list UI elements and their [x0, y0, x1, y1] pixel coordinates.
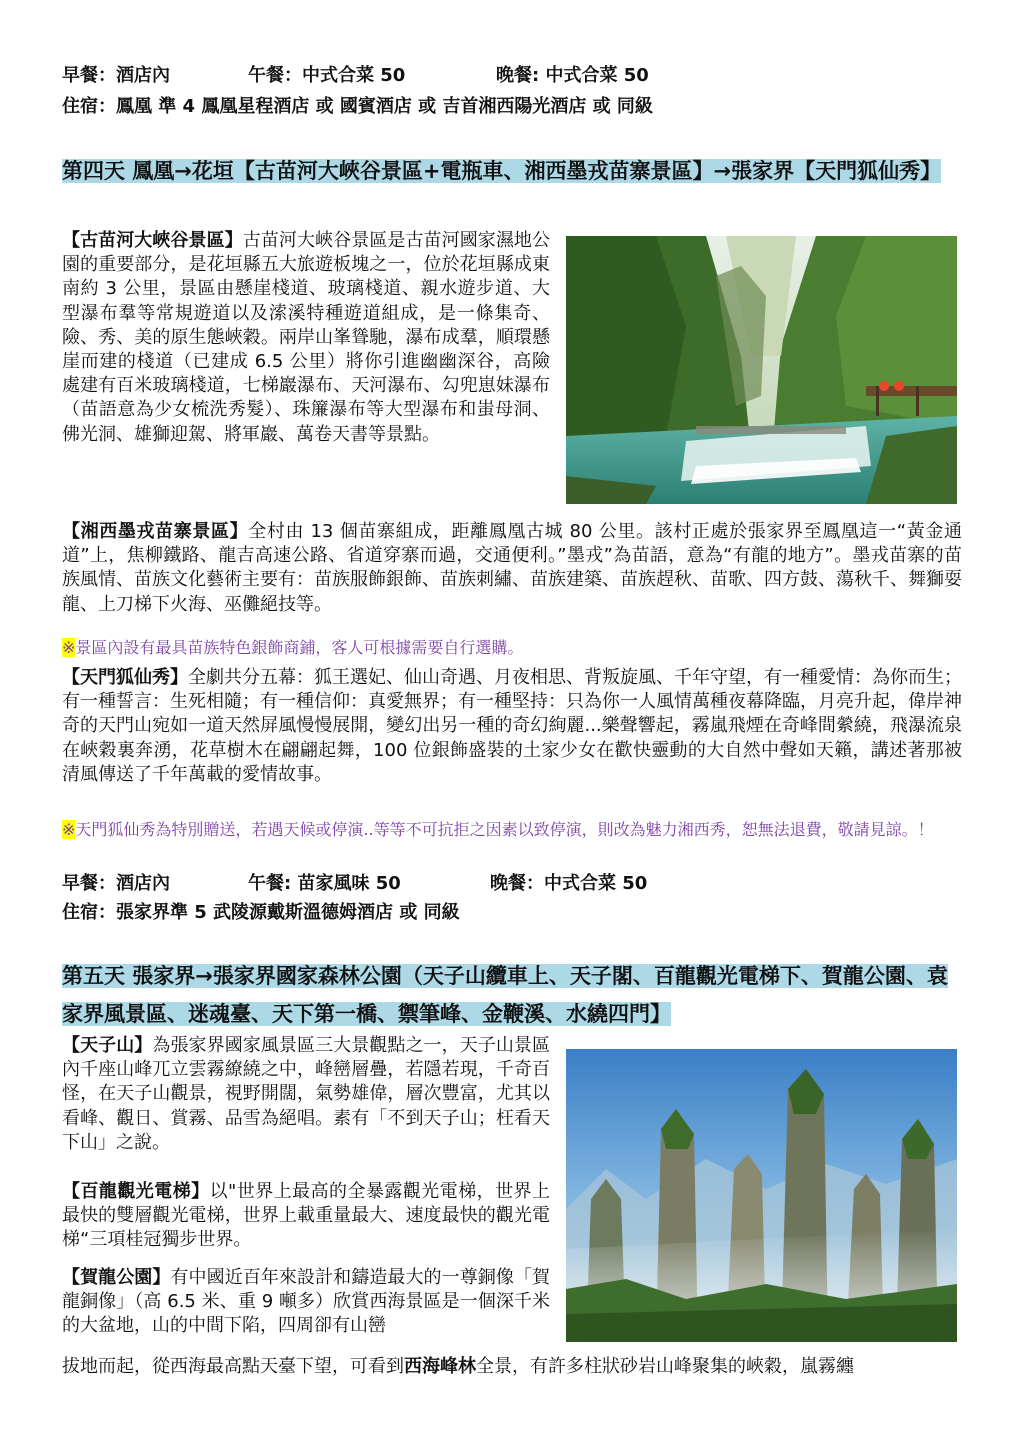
day4-village-text: 全村由 13 個苗寨組成，距離鳳凰古城 80 公里。該村正處於張家界至鳳凰這一“黃金通道”上，焦柳鐵路、龍吉高速公路、省道穿寨而過，交通便利。”墨戎”為苗語，意為“有龍的地方”。墨戎苗寨的苗族風情、苗族文化藝術主要有：苗族服飾銀飾、苗族刺繡、苗族建築、苗族趕秋、苗歌、四方鼓、蕩秋千、舞獅耍龍、上刀梯下火海、巫儺絕技等。 [62, 521, 962, 615]
day4-breakfast: 早餐：酒店內 [62, 873, 170, 894]
day4-canyon-text: 古苗河大峽谷景區是古苗河國家濕地公園的重要部分，是花垣縣五大旅遊板塊之一，位於花垣縣成東南約 3 公里，景區由懸崖棧道、玻璃棧道、親水遊步道、大型瀑布羣等常規遊道以及溹溪特種遊道組成，是一條集奇、險、秀、美的原生態峽穀。兩岸山峯聳馳，瀑布成羣，順環懸崖而建的棧道（已建成 6.5 公里）將你引進幽幽深谷，高險處建有百米玻璃棧道，七梯巖瀑布、天河瀑布、勾兜崽妹瀑布（苗語意為少女梳洗秀髮）、珠簾瀑布等大型瀑布和蚩母洞、佛光洞、雄獅迎駕、將軍巖、萬卷天書等景點。 [62, 230, 551, 445]
day3-meals [62, 63, 649, 89]
day4-silver-note [62, 636, 962, 660]
day5-elevator-paragraph [62, 1180, 550, 1253]
day5-tianzi-label: 【天子山】 [62, 1035, 153, 1056]
day4-show-note-text: 天門狐仙秀為特別贈送，若遇天候或停演..等等不可抗拒之因素以致停演，則改為魅力湘西秀，恕無法退費，敬請見諒。！ [75, 820, 934, 839]
day5-helong-continued [62, 1355, 962, 1379]
day4-hotel: 住宿：張家界準 5 武陵源戴斯溫德姆酒店 或 同級 [62, 902, 460, 923]
day5-elevator-text: 以"世界上最高的全暴露觀光電梯，世界上最快的雙層觀光電梯，世界上載重量最大、速度最快的觀光電梯“三項桂冠獨步世界。 [62, 1181, 550, 1251]
day4-title [62, 152, 960, 190]
day4-silver-note-text: 景區內設有最具苗族特色銀飾商鋪，客人可根據需要自行選購。 [75, 638, 524, 657]
day5-helong-label: 【賀龍公園】 [62, 1267, 171, 1288]
day4-title-text: 第四天 鳳凰→花垣【古苗河大峽谷景區+電瓶車、湘西墨戎苗寨景區】→張家界【天門狐仙秀】 [62, 159, 942, 183]
day3-breakfast: 早餐：酒店內 [62, 65, 170, 86]
day3-hotel: 住宿：鳳凰 準 4 鳳凰星程酒店 或 國賓酒店 或 吉首湘西陽光酒店 或 同級 [62, 96, 653, 117]
canyon-waterfall-photo [566, 236, 957, 504]
day4-village-paragraph [62, 520, 962, 617]
day5-title [62, 957, 960, 1033]
day5-helong-paragraph [62, 1266, 550, 1339]
day5-helong-text: 有中國近百年來設計和鑄造最大的一尊銅像「賀龍銅像」（高 6.5 米、重 9 噸多）欣賞西海景區是一個深千米的大盆地，山的中間下陷，四周卻有山巒 [62, 1267, 551, 1337]
day4-canyon-paragraph [62, 229, 550, 447]
day5-tianzi-paragraph [62, 1034, 550, 1155]
day5-title-text: 第五天 張家界→張家界國家森林公園（天子山纜車上、天子閣、百龍觀光電梯下、賀龍公園、袁家界風景區、迷魂臺、天下第一橋、禦筆峰、金鞭溪、水繞四門】 [62, 964, 948, 1026]
day5-tail-bold: 西海峰林 [404, 1356, 476, 1377]
day5-tail-a: 拔地而起，從西海最高點天臺下望，可看到 [62, 1356, 404, 1377]
day3-lunch: 午餐：中式合菜 50 [248, 65, 406, 86]
day4-meals [62, 871, 647, 897]
sandstone-peaks-photo [566, 1049, 957, 1342]
day4-village-label: 【湘西墨戎苗寨景區】 [62, 521, 249, 542]
day4-show-paragraph [62, 666, 962, 787]
day4-show-text: 全劇共分五幕：狐王選妃、仙山奇遇、月夜相思、背叛旋風、千年守望，有一種愛情：為你而生；有一種誓言：生死相隨；有一種信仰：真愛無界；有一種堅持：只為你一人風情萬種夜幕降臨，月亮升起，偉岸神奇的天門山宛如一道天然屏風慢慢展開，變幻出另一種的奇幻絢麗...樂聲響起，霧嵐飛煙在奇峰間縈繞，飛瀑流泉在峽穀裏奔湧，花草樹木在翩翩起舞，100 位銀飾盛裝的土家少女在歡快靈動的大自然中聲如天籟，講述著那被清風傳送了千年萬載的愛情故事。 [62, 667, 962, 785]
day5-tail-b: 全景，有許多柱狀砂岩山峰聚集的峽穀，嵐霧纏 [476, 1356, 854, 1377]
day3-dinner: 晚餐: 中式合菜 50 [496, 65, 649, 86]
day5-tianzi-text: 為張家界國家風景區三大景觀點之一，天子山景區內千座山峰兀立雲霧繚繞之中，峰巒層疊，若隱若現，千奇百怪，在天子山觀景，視野開闊，氣勢雄偉，層次豐富，尤其以看峰、觀日、賞霧、品雪為絕唱。素有「不到天子山；枉看天下山」之說。 [62, 1035, 551, 1153]
day4-dinner: 晚餐：中式合菜 50 [490, 873, 648, 894]
day4-lunch: 午餐: 苗家風味 50 [248, 873, 401, 894]
day4-show-note [62, 818, 962, 842]
note-mark: ※ [62, 638, 76, 657]
note-mark: ※ [62, 820, 76, 839]
day4-show-label: 【天門狐仙秀】 [62, 667, 188, 688]
day4-canyon-label: 【古苗河大峽谷景區】 [62, 230, 243, 251]
day5-elevator-label: 【百龍觀光電梯】 [62, 1181, 210, 1202]
